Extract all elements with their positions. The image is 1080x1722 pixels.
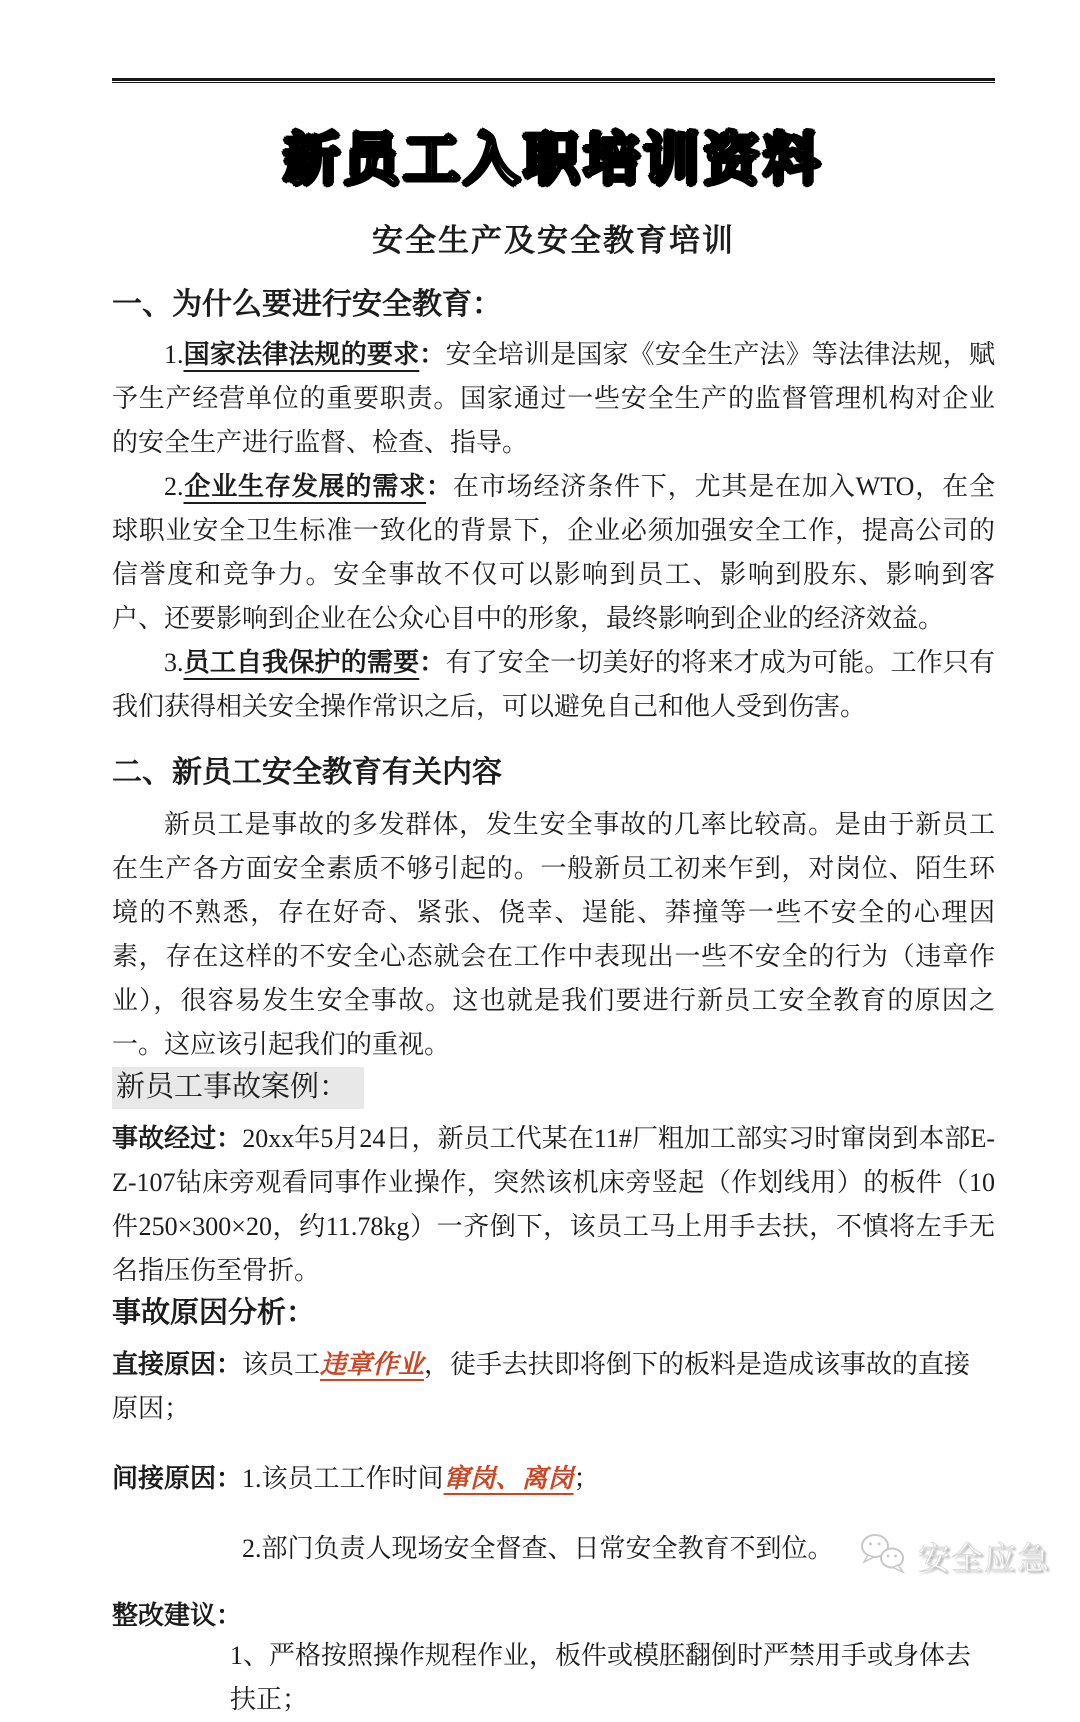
item-term: 员工自我保护的需要 — [183, 648, 420, 677]
direct-cause-violation: 违章作业 — [320, 1350, 425, 1379]
para-indirect-cause-2: 2.部门负责人现场安全督查、日常安全教育不到位。 — [242, 1534, 834, 1563]
para-incident — [112, 1117, 995, 1293]
item-term: 企业生存发展的需求 — [183, 472, 427, 501]
item-number: 2. — [164, 472, 184, 501]
item-text: 安全培训是国家《安全生产法》等法律法规，赋予生产经营单位的重要职责。国家通过一些安全生产的监督管理机构对企业的安全生产进行监督、检查、指导。 — [112, 340, 995, 457]
watermark-label: 安全应急 — [917, 1539, 1050, 1576]
para-suggest-1: 1、严格按照操作规程作业，板件或模胚翻倒时严禁用手或身体去扶正； — [230, 1641, 972, 1714]
doc-subtitle: 安全生产及安全教育培训 — [372, 223, 735, 258]
para-self-protection — [112, 641, 995, 729]
indirect-cause-violation: 窜岗、离岗 — [443, 1464, 574, 1493]
case-heading-wrap — [112, 1067, 995, 1109]
header-rule — [112, 78, 995, 83]
document-page — [0, 78, 1080, 1714]
direct-cause-label: 直接原因： — [112, 1350, 243, 1379]
para-enterprise-need — [112, 465, 995, 641]
section2-heading: 二、新员工安全教育有关内容 — [112, 756, 502, 789]
item-number: 3. — [164, 648, 184, 677]
doc-title: 新员工入职培训资料 — [283, 130, 824, 192]
wechat-icon — [858, 1532, 910, 1579]
item-colon: ： — [419, 340, 446, 369]
incident-text: 20xx年5月24日，新员工代某在11#厂粗加工部实习时窜岗到本部E-Z-107钻床旁观看同事作业操作，突然该机床旁竖起（作划线用）的板件（10件250×300×20，约11.78kg）一齐倒下，该员工马上用手去扶，不慎将左手无名指压伤至骨折。 — [112, 1124, 995, 1285]
para-direct-cause — [112, 1343, 995, 1431]
direct-cause-post: ，徒手去扶即将倒下的板料是造成该事故的直接原因； — [112, 1350, 971, 1423]
incident-label: 事故经过： — [112, 1124, 243, 1153]
section1-heading: 一、为什么要进行安全教育： — [112, 288, 502, 321]
direct-cause-pre: 该员工 — [242, 1350, 321, 1379]
para-new-employee-intro: 新员工是事故的多发群体，发生安全事故的几率比较高。是由于新员工在生产各方面安全素质不够引起的。一般新员工初来乍到，对岗位、陌生环境的不熟悉，存在好奇、紧张、侥幸、逞能、莽撞等一些不安全的心理因素，存在这样的不安全心态就会在工作中表现出一些不安全的行为（违章作业），很容易发生安全事故。这也就是我们要进行新员工安全教育的原因之一。这应该引起我们的重视。 — [112, 810, 995, 1059]
suggest-heading: 整改建议： — [112, 1601, 243, 1630]
analysis-heading: 事故原因分析： — [112, 1297, 316, 1329]
para-indirect-cause — [112, 1457, 995, 1501]
item-colon: ： — [426, 472, 453, 501]
indirect-cause-post: ； — [573, 1464, 600, 1493]
case-heading: 新员工事故案例： — [112, 1067, 364, 1109]
watermark — [858, 1532, 1050, 1579]
item-term: 国家法律法规的要求 — [183, 340, 420, 369]
item-number: 1. — [164, 340, 184, 369]
para-legal-requirement — [112, 333, 995, 465]
item-text: 有了安全一切美好的将来才成为可能。工作只有我们获得相关安全操作常识之后，可以避免自己和他人受到伤害。 — [112, 648, 995, 721]
indirect-cause-label: 间接原因： — [112, 1464, 243, 1493]
item-text: 在市场经济条件下，尤其是在加入WTO，在全球职业安全卫生标准一致化的背景下，企业必须加强安全工作，提高公司的信誉度和竞争力。安全事故不仅可以影响到员工、影响到股东、影响到客户、还要影响到企业在公众心目中的形象，最终影响到企业的经济效益。 — [112, 472, 995, 633]
item-colon: ： — [419, 648, 446, 677]
indirect-cause-pre: 1.该员工工作时间 — [242, 1464, 444, 1493]
